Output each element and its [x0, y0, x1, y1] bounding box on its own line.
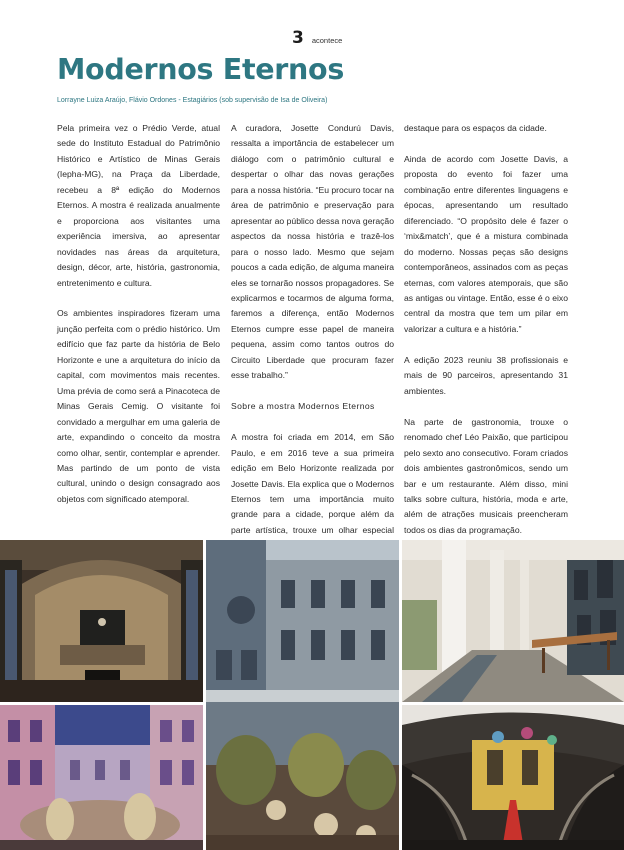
paragraph: Na parte de gastronomia, trouxe o renomado chef Léo Paixão, que participou pelo sexto ano consecutivo. Foram criados dois ambientes gastronômicos, sendo um bar e um restaurante. Além disso, mini talks sobre cultura, história, moda e arte, além de atrações musicais preencheram todos os dias da programação. — [404, 416, 568, 535]
article-byline: Lorrayne Luiza Araújo, Flávio Ordones - Estagiários (sob supervisão de Isa de Oliveira) — [57, 97, 328, 104]
stairs-photo — [402, 705, 624, 850]
night-courtyard-photo — [0, 705, 203, 850]
section-name: acontece — [311, 36, 343, 45]
text-column-1 — [57, 121, 220, 523]
text-column-3 — [404, 121, 568, 554]
paragraph: Pela primeira vez o Prédio Verde, atual sede do Instituto Estadual do Patrimônio Histórico e Artístico de Minas Gerais (Iepha-MG), na Praça da Liberdade, recebeu a 8ª edição do Modernos Eternos. A mostra é realizada anualmente e proporciona aos visitantes uma experiência imersiva, ao apresentar novidades nas áreas da arquitetura, design, décor, arte, história, gastronomia, entretenimento e cultura. — [57, 123, 220, 288]
paragraph: Ainda de acordo com Josette Davis, a proposta do evento foi fazer uma combinação entre diferentes linguagens e épocas, apresentando um resultado diferenciado. “O propósito dele é fazer o ‘mix&match’, que é a mistura combinada do moderno. Nossas peças são designs contemporâneos, assinados com as peças eternas, com valores atemporais, que são as antigas ou vintage. Então, esse é o eixo central da mostra que tem um pilar em valorizar a cultura e a história.” — [404, 153, 568, 334]
paragraph: destaque para os espaços da cidade. — [404, 123, 547, 133]
paragraph: Os ambientes inspiradores fizeram uma junção perfeita com o prédio histórico. Um edifício que faz parte da história de Belo Horizonte e une a arquitetura do início da capital, com movimentos mais recentes. Uma prévia de como será a Pinacoteca de Minas Gerais Cemig. O visitante foi convidado a mergulhar em uma galeria de arte, expandindo o conceito da mostra como olhar, sentir, contemplar e aprender. Mas partindo de um ponto de vista cultural, unindo o design consagrado aos objetos com significado atemporal. — [57, 308, 220, 504]
page-header — [292, 28, 342, 48]
section-subheading: Sobre a mostra Modernos Eternos — [231, 401, 375, 412]
text-column-2 — [231, 121, 394, 569]
photo-collage — [0, 540, 624, 850]
paragraph: A curadora, Josette Condurú Davis, ressalta a importância de estabelecer um diálogo com o patrimônio cultural e despertar o olhar das novas gerações para a nossa história. “Eu procuro tocar na área de patrimônio e preservação para apresentar ao público dessa nova geração aspectos da nossa história e trazê-los para o nosso lado. Mesmo que sejam poucos a cada edição, de alguma maneira eles se tornarão nossos propagadores. Se explicarmos e tocarmos de alguma forma, faremos a diferença, então Modernos Eternos cumpre esse papel de maneira pequena, assim como tantos outros do Circuito Liberdade que procuram fazer esse trabalho.” — [231, 123, 394, 381]
article-title: Modernos Eternos — [57, 53, 344, 86]
paragraph: A mostra foi criada em 2014, em São Paulo, e em 2016 teve a sua primeira edição em Belo Horizonte realizada por Josette Davis. Ela explica que o Modernos Eternos tem uma importância muito grande para a cidade, porque além da parte artística, trouxe um olhar especial — [231, 432, 394, 535]
courtyard-photo — [206, 540, 399, 850]
paragraph: A edição 2023 reuniu 38 profissionais e mais de 90 parceiros, apresentando 31 ambientes. — [404, 354, 568, 396]
colonnade-photo — [402, 540, 624, 702]
hall-photo — [0, 540, 203, 702]
page-number: 3 — [292, 28, 304, 48]
